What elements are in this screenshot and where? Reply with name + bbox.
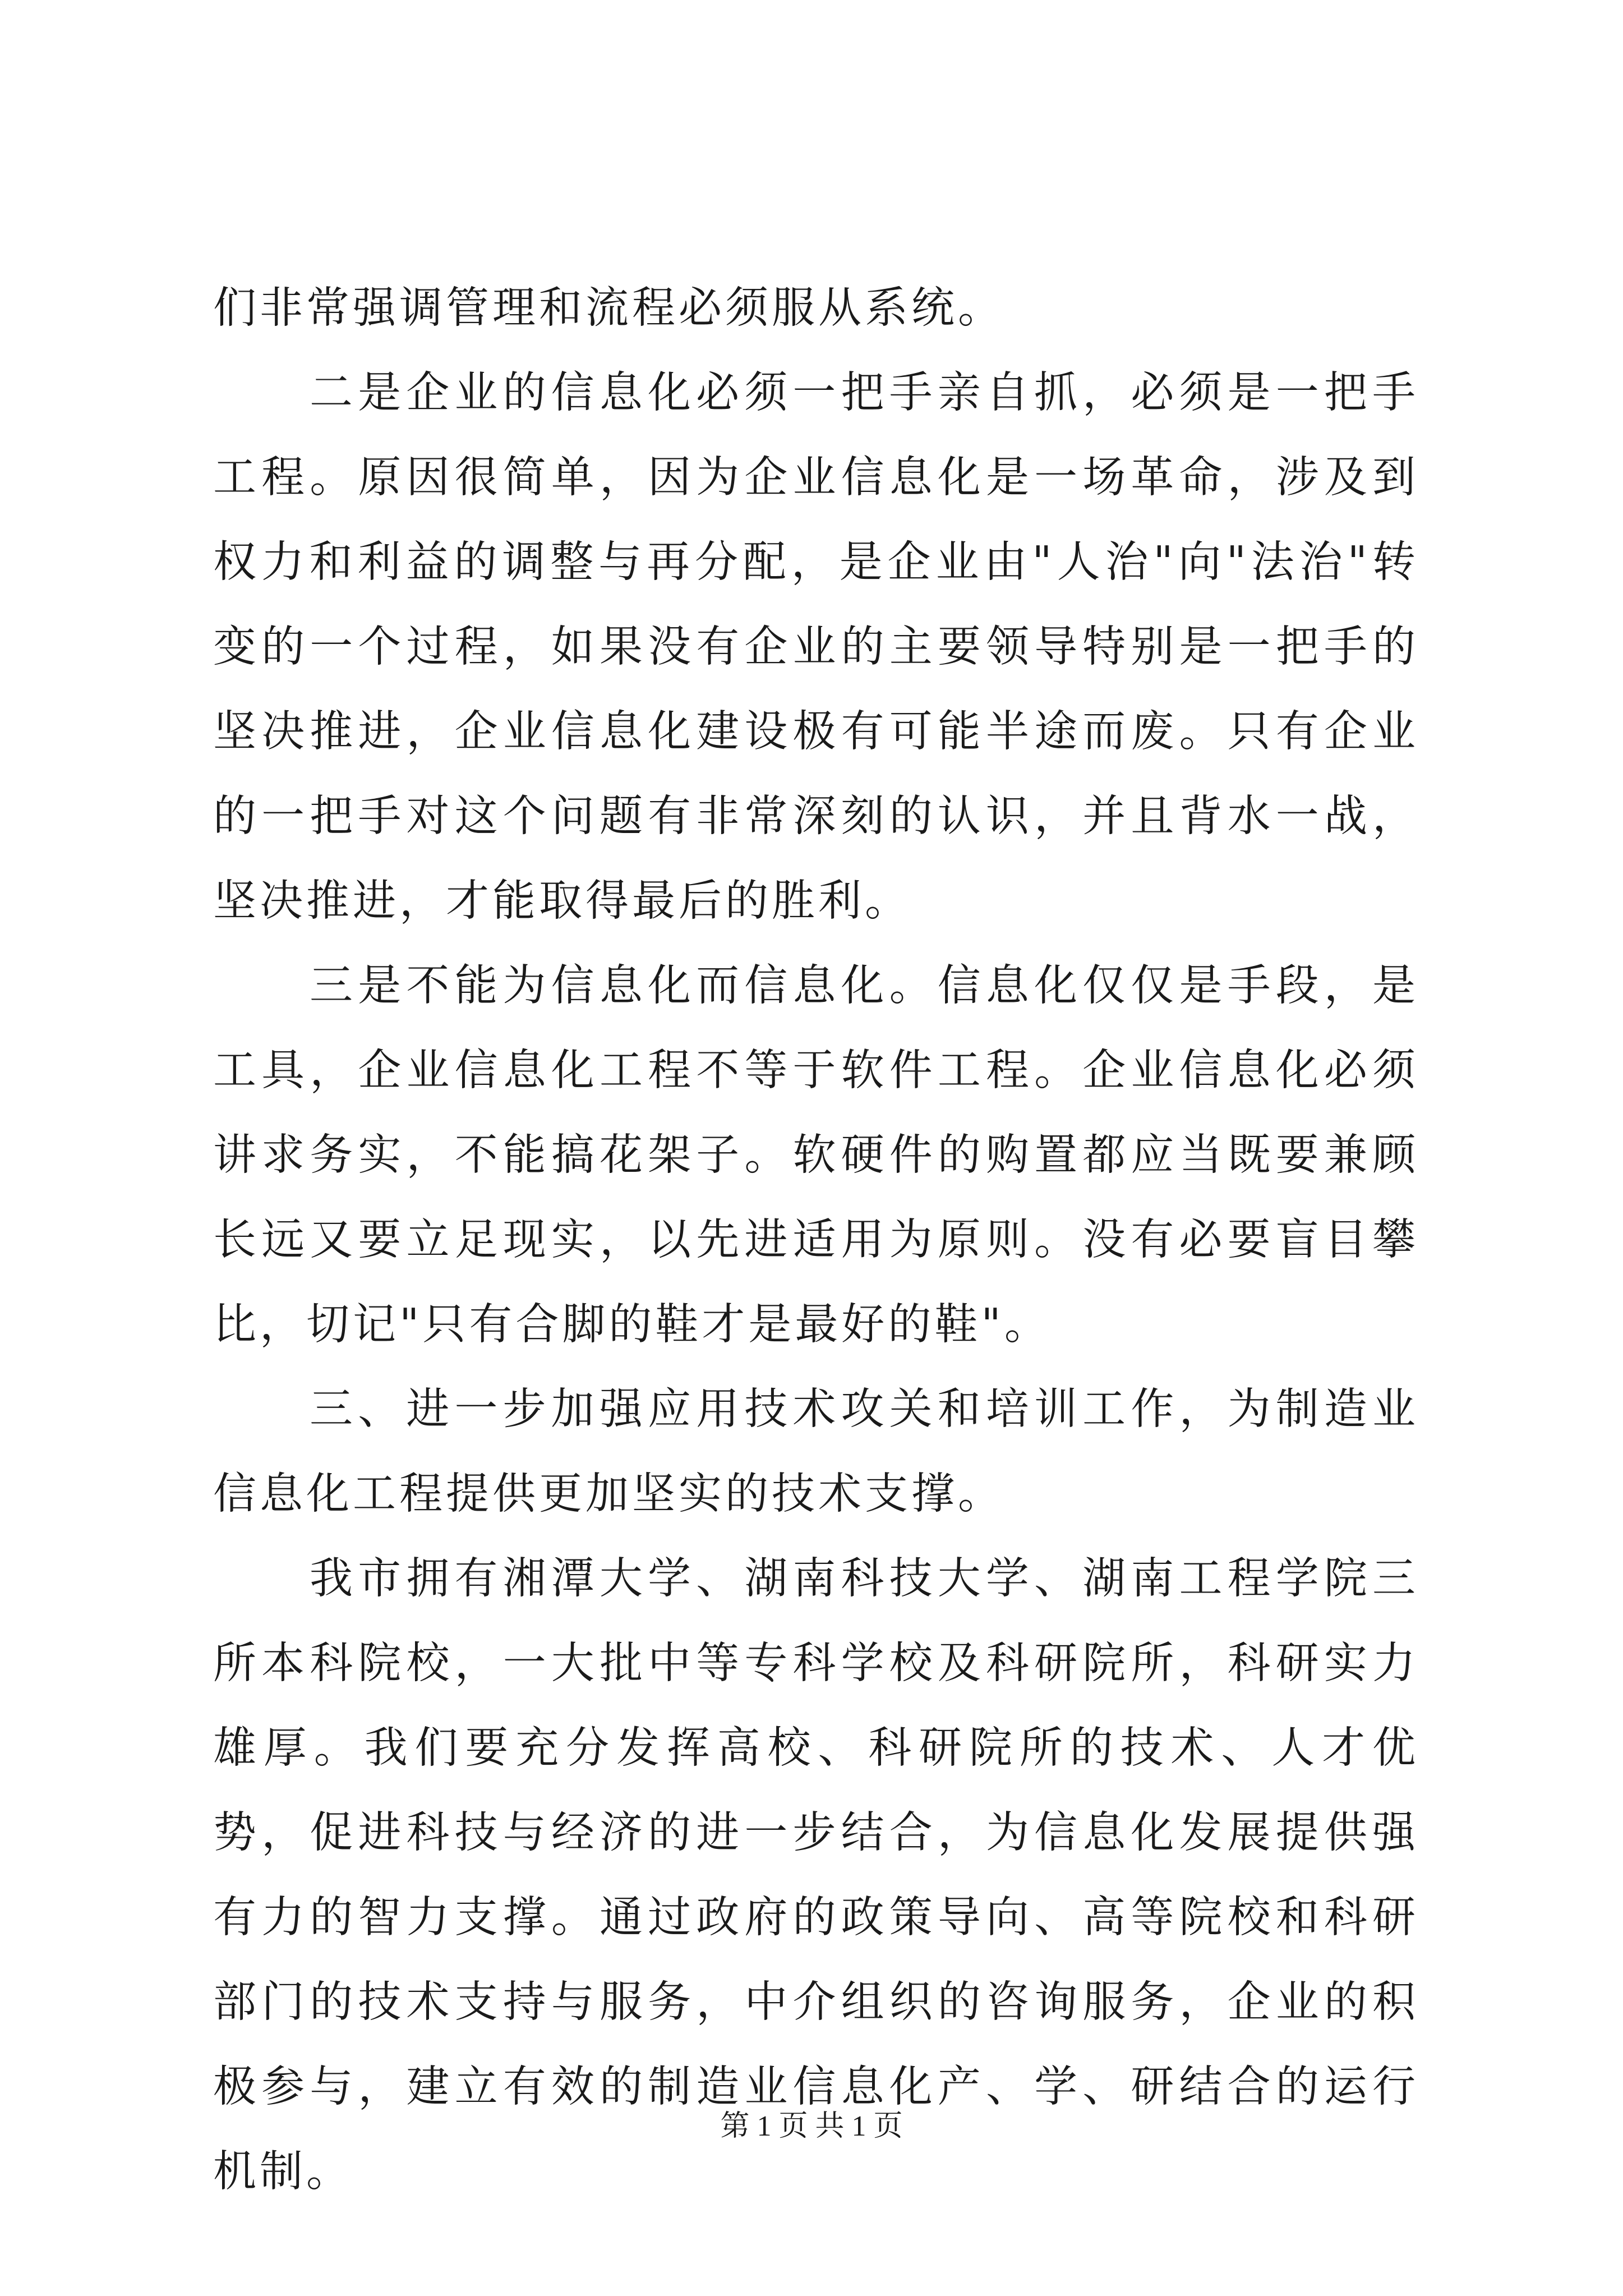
paragraph-research-resources: 我市拥有湘潭大学、湖南科技大学、湖南工程学院三所本科院校，一大批中等专科学校及科研院所，科研实力雄厚。我们要充分发挥高校、科研院所的技术、人才优势，促进科技与经济的进一步结合，为信息化发展提供强有力的智力支撑。通过政府的政策导向、高等院校和科研部门的技术支持与服务，中介组织的咨询服务，企业的积极参与，建立有效的制造业信息化产、学、研结合的运行机制。 xyxy=(213,1554,1419,2197)
section-heading-technical-support: 三、进一步加强应用技术攻关和培训工作，为制造业信息化工程提供更加坚实的技术支撑。 xyxy=(213,1384,1419,1519)
paragraph-pragmatic-approach: 三是不能为信息化而信息化。信息化仅仅是手段，是工具，企业信息化工程不等于软件工程。企业信息化必须讲求务实，不能搞花架子。软硬件的购置都应当既要兼顾长远又要立足现实，以先进适用为原则。没有必要盲目攀比，切记"只有合脚的鞋才是最好的鞋"。 xyxy=(213,961,1419,1350)
document-body xyxy=(213,266,1419,2214)
paragraph-continuation: 们非常强调管理和流程必须服从系统。 xyxy=(213,283,1004,333)
paragraph-leader-commitment: 二是企业的信息化必须一把手亲自抓，必须是一把手工程。原因很简单，因为企业信息化是一场革命，涉及到权力和利益的调整与再分配，是企业由"人治"向"法治"转变的一个过程，如果没有企业的主要领导特别是一把手的坚决推进，企业信息化建设极有可能半途而废。只有企业的一把手对这个问题有非常深刻的认识，并且背水一战，坚决推进，才能取得最后的胜利。 xyxy=(213,368,1419,926)
page-footer: 第 1 页 共 1 页 xyxy=(720,2110,903,2142)
